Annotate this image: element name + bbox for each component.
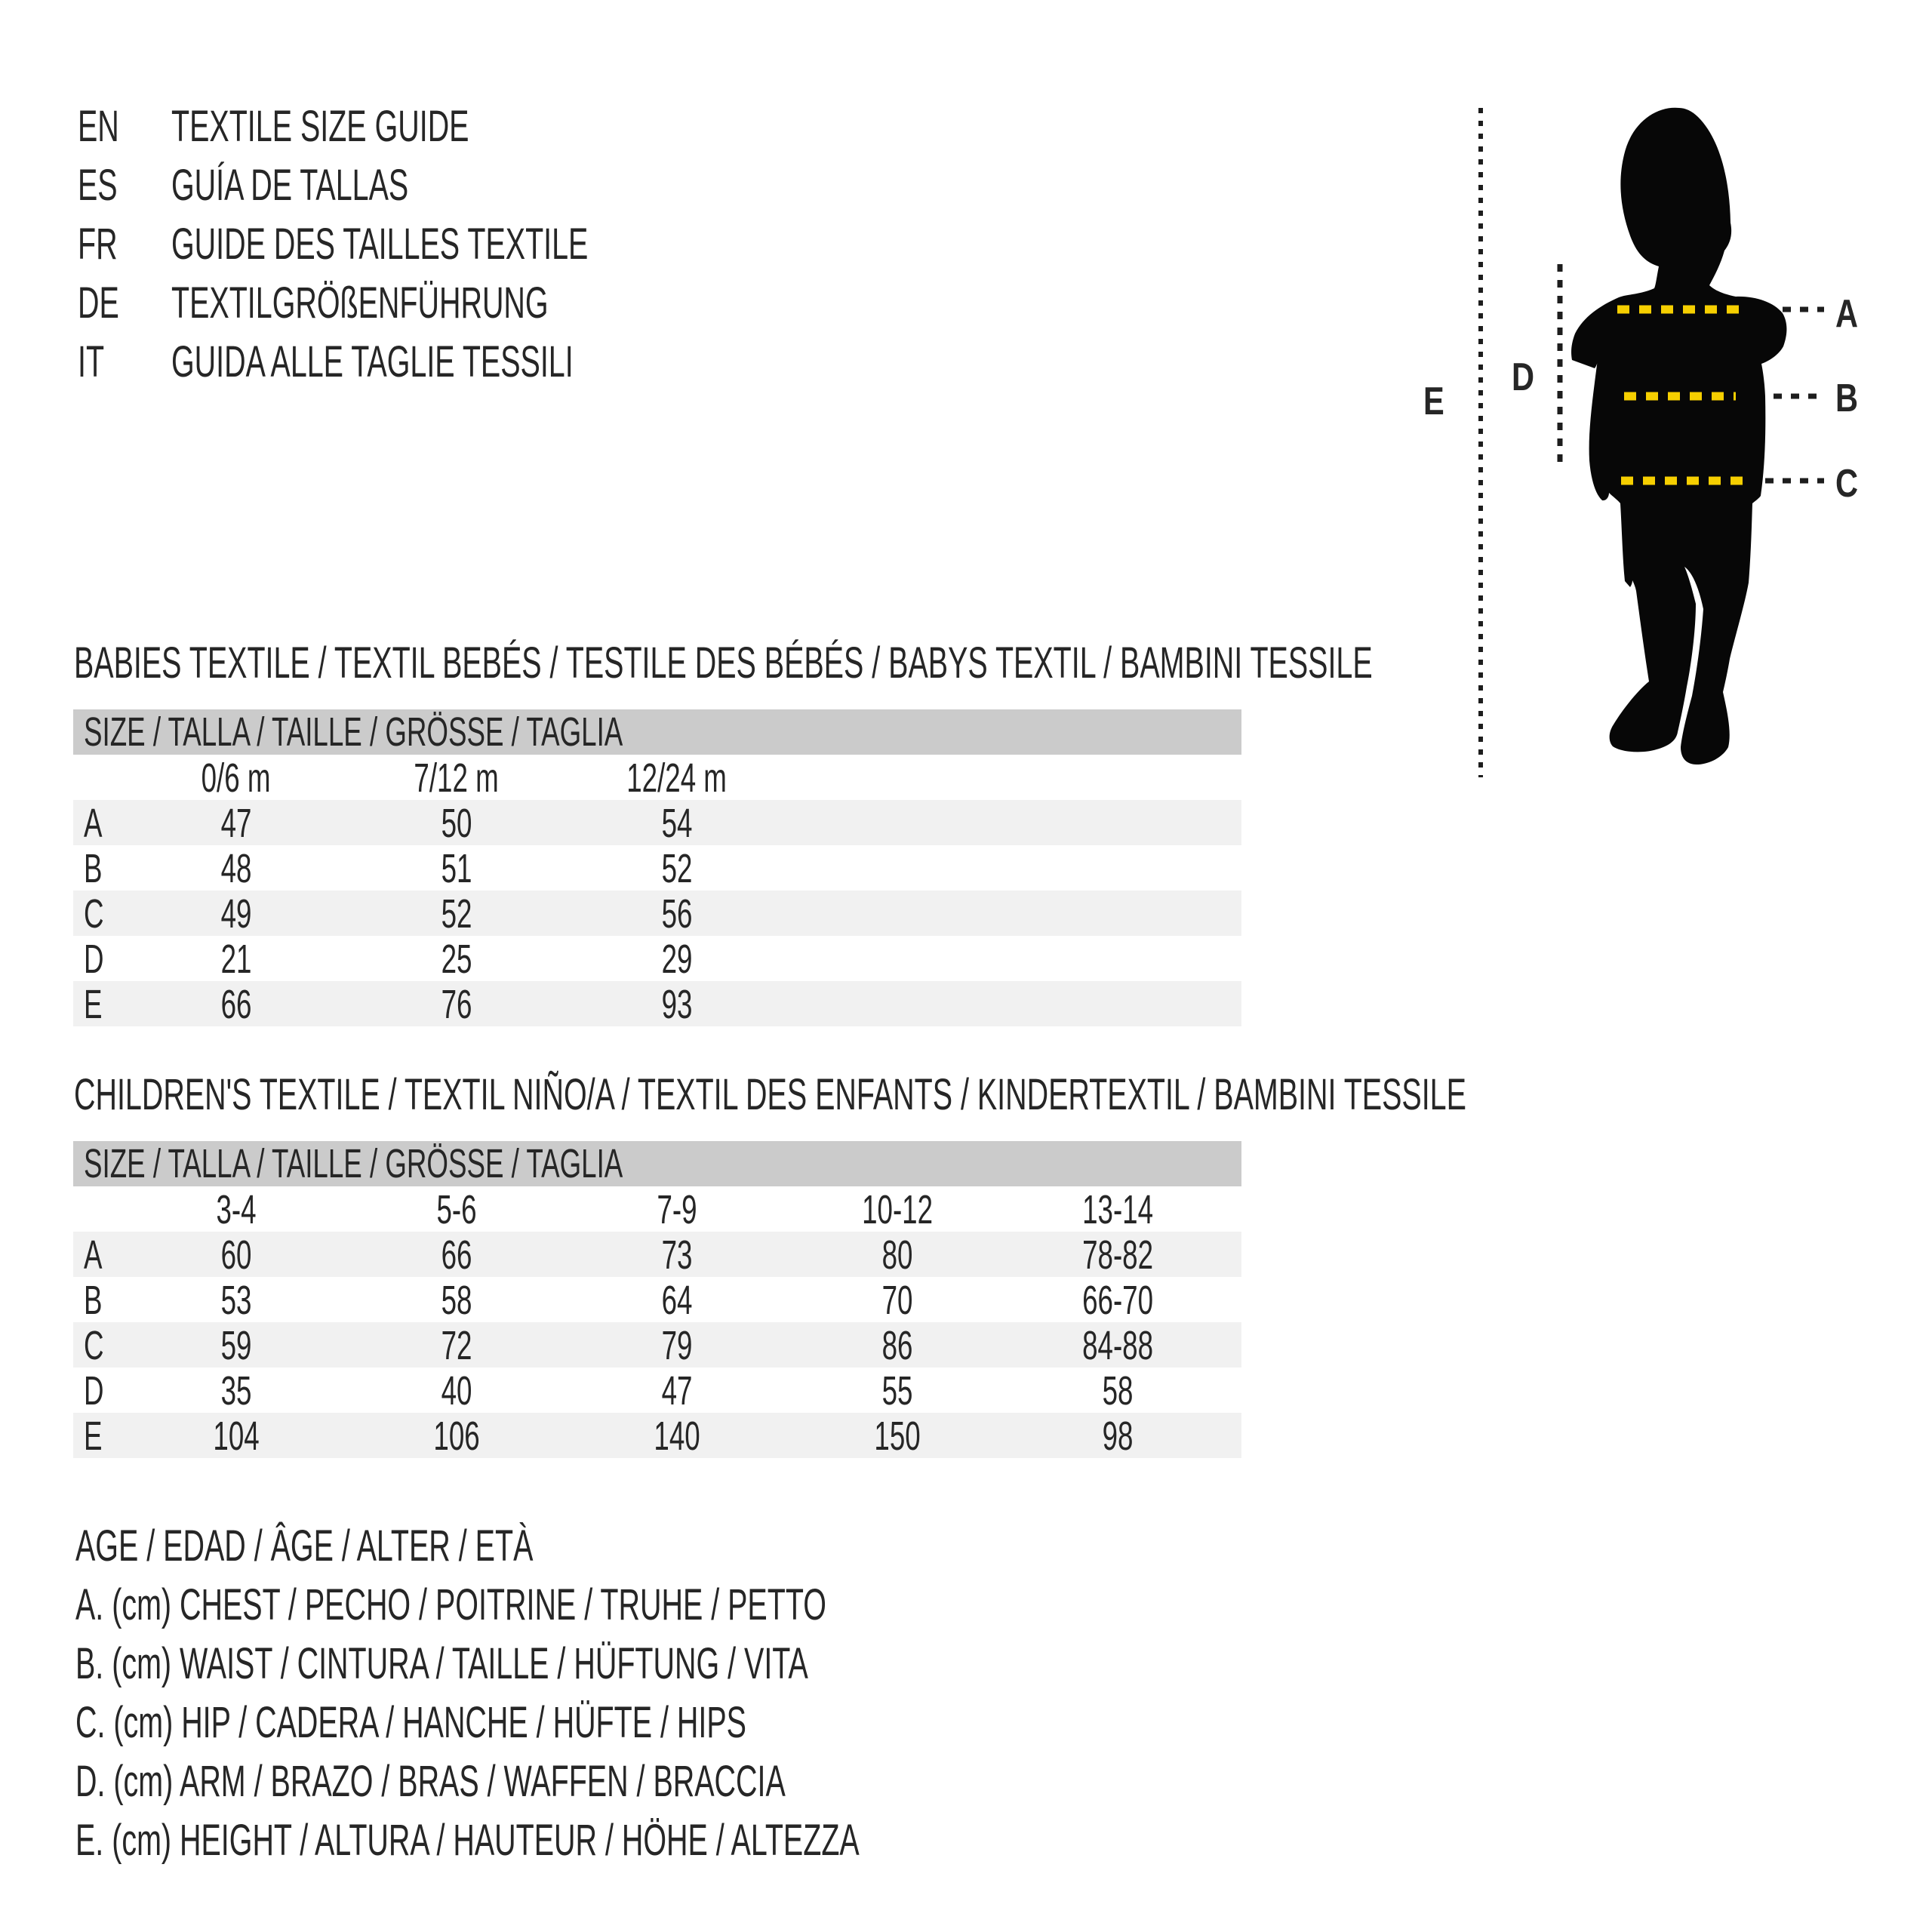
babies-column-header-row xyxy=(73,755,1241,800)
legend-height-line: E. (cm) HEIGHT / ALTURA / HAUTEUR / HÖHE / ALTEZZA xyxy=(75,1816,860,1865)
babies-section-title: BABIES TEXTILE / TEXTIL BEBÉS / TESTILE DES BÉBÉS / BABYS TEXTIL / BAMBINI TESSILE xyxy=(74,638,1373,688)
children-column-header-row xyxy=(73,1186,1241,1232)
guide-title-de: TEXTILGRÖßENFÜHRUNG xyxy=(171,278,549,328)
table-row: B 53 58 64 70 66-70 xyxy=(84,1278,1153,1323)
table-row: A 47 50 54 xyxy=(73,800,1241,845)
figure-label-height-e: E xyxy=(1423,380,1444,423)
babies-size-table xyxy=(73,709,1241,1026)
lang-code-es: ES xyxy=(78,160,118,210)
table-row: A 60 66 73 80 78-82 xyxy=(73,1232,1241,1277)
children-col-10-12: 10-12 xyxy=(862,1187,933,1232)
babies-size-header-bar: SIZE / TALLA / TAILLE / GRÖSSE / TAGLIA xyxy=(73,709,1241,755)
children-col-5-6: 5-6 xyxy=(436,1187,477,1232)
table-row: C 49 52 56 xyxy=(73,891,1241,936)
figure-label-waist-b: B xyxy=(1835,377,1859,420)
guide-title-en: TEXTILE SIZE GUIDE xyxy=(171,101,469,151)
legend-age-line: AGE / EDAD / ÂGE / ALTER / ETÀ xyxy=(75,1521,534,1571)
figure-label-hip-c: C xyxy=(1835,462,1859,506)
children-col-7-9: 7-9 xyxy=(657,1187,697,1232)
children-col-3-4: 3-4 xyxy=(216,1187,257,1232)
table-row: D 35 40 47 55 58 xyxy=(84,1368,1134,1414)
lang-row-de xyxy=(78,273,784,332)
babies-col-0-6m: 0/6 m xyxy=(202,755,271,801)
lang-row-it xyxy=(78,332,784,391)
table-row: E 66 76 93 xyxy=(73,981,1241,1026)
guide-title-it: GUIDA ALLE TAGLIE TESSILI xyxy=(171,337,574,386)
guide-title-es: GUÍA DE TALLAS xyxy=(171,160,409,210)
lang-row-es xyxy=(78,155,784,214)
legend-waist-line: B. (cm) WAIST / CINTURA / TAILLE / HÜFTUNG / VITA xyxy=(75,1639,808,1688)
babies-col-12-24m: 12/24 m xyxy=(626,755,728,801)
lang-code-fr: FR xyxy=(78,219,118,269)
table-row: E 104 106 140 150 98 xyxy=(73,1413,1241,1458)
children-size-table xyxy=(73,1141,1241,1458)
legend-arm-line: D. (cm) ARM / BRAZO / BRAS / WAFFEN / BRACCIA xyxy=(75,1757,786,1806)
lang-row-fr xyxy=(78,214,784,273)
table-row: C 59 72 79 86 84-88 xyxy=(73,1322,1241,1367)
lang-row-en xyxy=(78,97,784,155)
lang-code-de: DE xyxy=(78,278,119,328)
table-row: D 21 25 29 xyxy=(84,937,693,982)
language-title-block xyxy=(78,97,784,391)
babies-col-7-12m: 7/12 m xyxy=(414,755,500,801)
children-size-header-bar: SIZE / TALLA / TAILLE / GRÖSSE / TAGLIA xyxy=(73,1141,1241,1186)
figure-label-arm-d: D xyxy=(1512,355,1535,399)
legend-hip-line: C. (cm) HIP / CADERA / HANCHE / HÜFTE / HIPS xyxy=(75,1698,746,1747)
guide-title-fr: GUIDE DES TAILLES TEXTILE xyxy=(171,219,589,269)
children-section-title: CHILDREN'S TEXTILE / TEXTIL NIÑO/A / TEXTIL DES ENFANTS / KINDERTEXTIL / BAMBINI TESSILE xyxy=(74,1070,1466,1119)
lang-code-en: EN xyxy=(78,101,119,151)
figure-label-chest-a: A xyxy=(1835,292,1859,336)
table-row: B 48 51 52 xyxy=(84,846,693,891)
lang-code-it: IT xyxy=(78,337,105,386)
legend-chest-line: A. (cm) CHEST / PECHO / POITRINE / TRUHE / PETTO xyxy=(75,1580,826,1629)
children-col-13-14: 13-14 xyxy=(1082,1187,1153,1232)
